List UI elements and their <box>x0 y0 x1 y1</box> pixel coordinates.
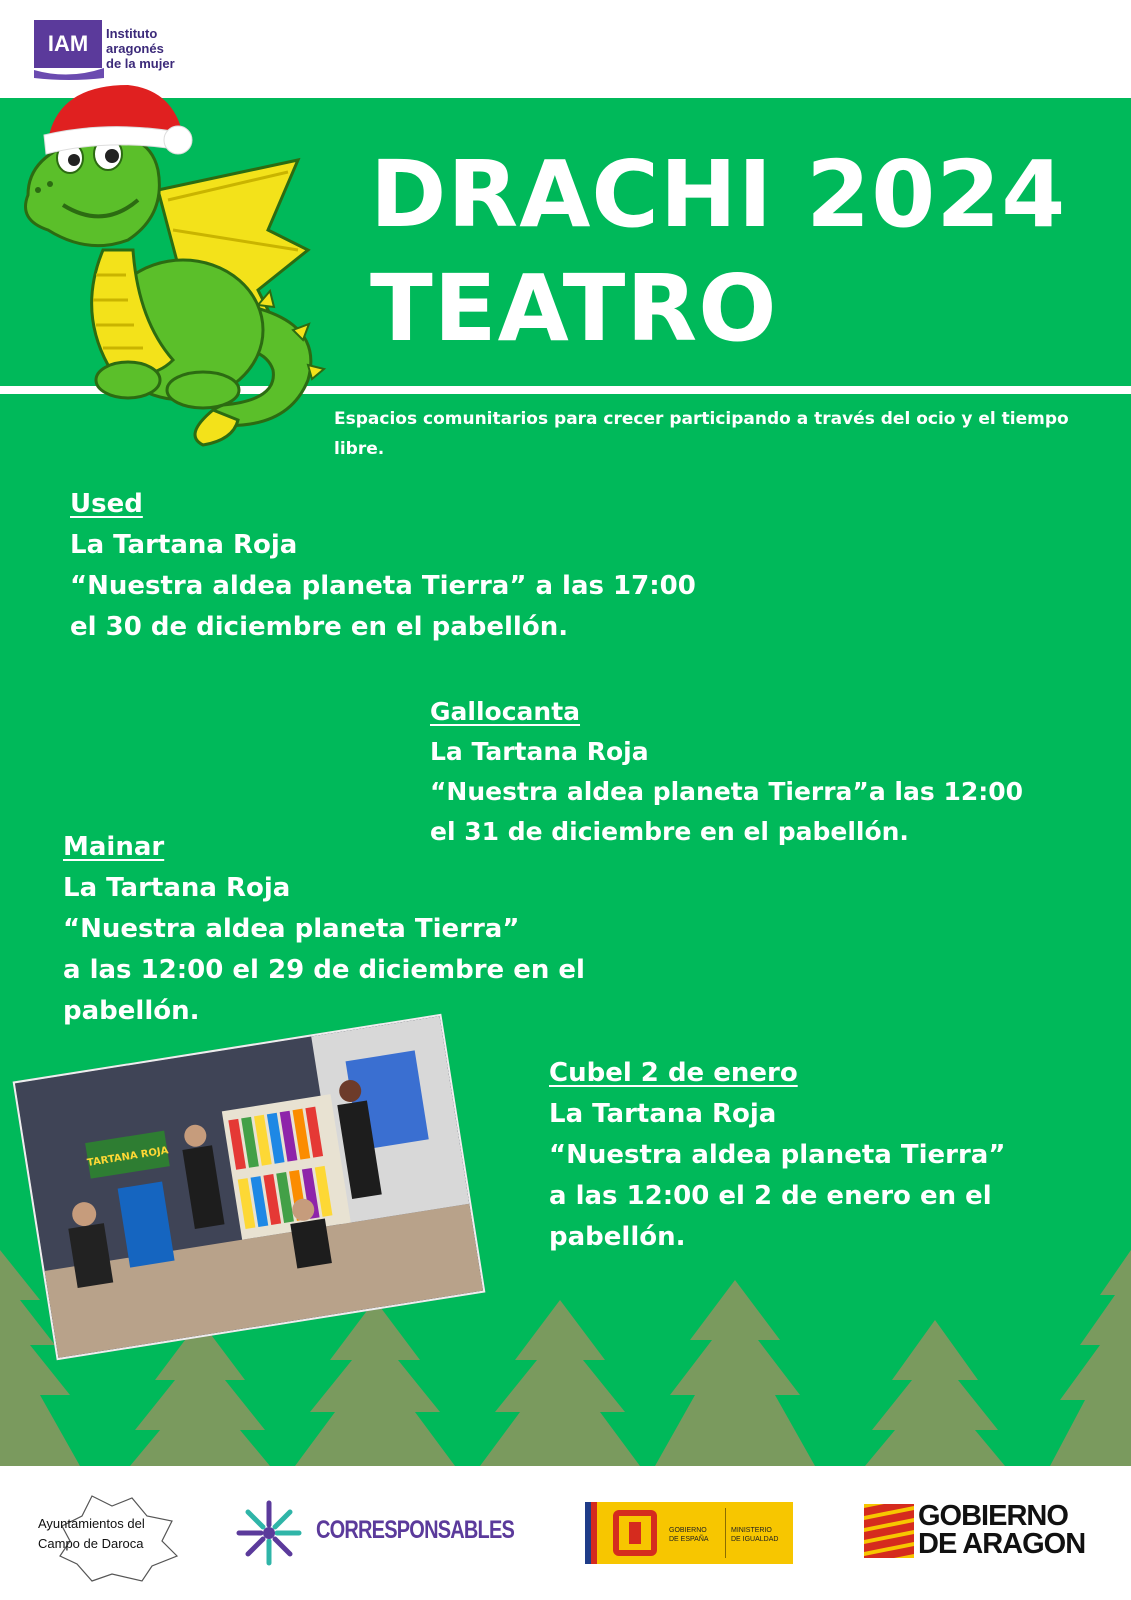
event-cubel <box>549 1053 1005 1258</box>
ayuntamientos-logo-text: Ayuntamientos del Campo de Daroca <box>38 1516 145 1551</box>
event-line: el 30 de diciembre en el pabellón. <box>70 612 569 642</box>
title-line-2: TEATRO <box>370 255 778 362</box>
event-line: a las 12:00 el 29 de diciembre en el <box>63 955 585 985</box>
event-mainar <box>63 827 585 1032</box>
event-line: “Nuestra aldea planeta Tierra” <box>549 1140 1006 1170</box>
gobierno-aragon-logo-text: GOBIERNO DE ARAGON <box>918 1500 1086 1560</box>
corresponsables-snowflake-icon <box>234 1498 304 1568</box>
event-town: Cubel 2 de enero <box>549 1058 798 1088</box>
event-town: Gallocanta <box>430 697 581 726</box>
event-line: “Nuestra aldea planeta Tierra” a las 17:00 <box>70 571 696 601</box>
footer <box>0 1466 1131 1600</box>
iam-swoosh-icon <box>34 66 104 80</box>
event-line: a las 12:00 el 2 de enero en el <box>549 1181 992 1211</box>
subtitle: Espacios comunitarios para crecer participando a través del ocio y el tiempo libre. <box>334 409 1069 459</box>
corresponsables-logo-text: CORRESPONSABLES <box>316 1516 515 1544</box>
event-line: pabellón. <box>63 996 200 1026</box>
dragon-santa-hat-icon <box>8 80 338 460</box>
event-line: “Nuestra aldea planeta Tierra” <box>63 914 520 944</box>
photo-sign-text: TARTANA ROJA <box>86 1145 170 1169</box>
gobierno-espana-text: GOBIERNO DE ESPAÑA <box>669 1527 709 1543</box>
iam-logo-abbr: IAM <box>34 20 102 68</box>
event-line: el 31 de diciembre en el pabellón. <box>430 817 909 846</box>
ministerio-igualdad-text: MINISTERIO DE IGUALDAD <box>731 1527 779 1543</box>
title-line-1: DRACHI 2024 <box>370 141 1067 248</box>
event-used <box>70 484 696 648</box>
event-line: pabellón. <box>549 1222 686 1252</box>
iam-logo-text: Instituto aragonés de la mujer <box>106 26 175 71</box>
event-town: Mainar <box>63 832 165 862</box>
event-line: La Tartana Roja <box>430 737 649 766</box>
event-line: La Tartana Roja <box>63 873 291 903</box>
iam-logo <box>34 20 204 82</box>
gobierno-espana-logo <box>585 1502 793 1564</box>
event-line: La Tartana Roja <box>549 1099 777 1129</box>
aragon-flag-icon <box>864 1504 914 1558</box>
event-line: La Tartana Roja <box>70 530 298 560</box>
event-town: Used <box>70 489 143 519</box>
page-title <box>370 138 1066 366</box>
event-line: “Nuestra aldea planeta Tierra”a las 12:00 <box>430 777 1024 806</box>
spain-flag-shield-icon <box>585 1502 665 1564</box>
